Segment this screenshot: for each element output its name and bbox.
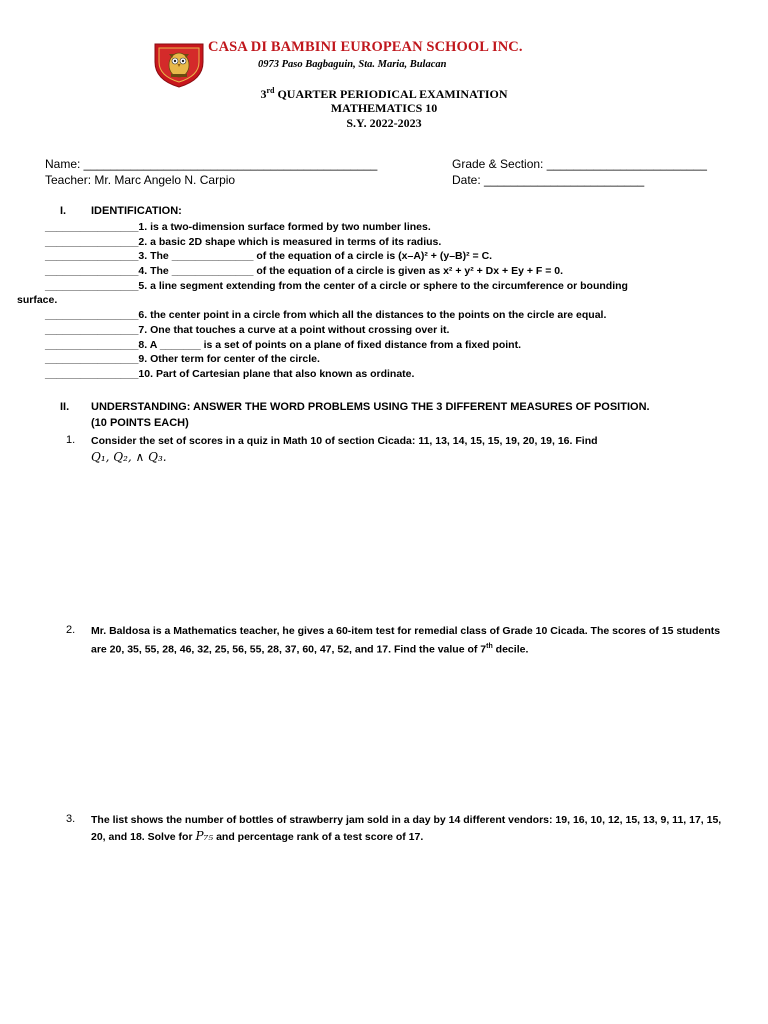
exam-title-text: QUARTER PERIODICAL EXAMINATION [274,87,508,101]
question-1-math: Q₁, Q₂, ∧ Q₃. [91,450,167,464]
identification-item[interactable]: ________________2. a basic 2D shape which is measured in terms of its radius. [45,236,442,248]
school-crest-owl-icon [152,42,206,88]
question-1-text [91,433,731,466]
identification-item[interactable]: ________________7. One that touches a curve at a point without crossing over it. [45,324,450,336]
question-2-text [91,623,731,658]
question-3-body: The list shows the number of bottles of strawberry jam sold in a day by 14 different vendors: 19, 16, 10, 12, 15, 13, 9, 11, 17, 15, 20, and 18. Solve for [91,814,722,843]
section1-number: I. [60,205,67,217]
question-1-body: Consider the set of scores in a quiz in Math 10 of section Cicada: 11, 13, 14, 15, 15, 19, 20, 19, 16. Find [91,435,598,447]
question-2-ordinal: th [486,643,493,650]
quarter-number: 3 [260,87,267,101]
identification-item[interactable]: ________________1. is a two-dimension surface formed by two number lines. [45,221,431,233]
quarter-suffix: rd [266,86,275,95]
identification-item[interactable]: ________________8. A _______ is a set of points on a plane of fixed distance from a fixed point. [45,339,522,351]
section1-title: IDENTIFICATION: [91,205,182,217]
question-3-text [91,812,731,845]
question-2-body: Mr. Baldosa is a Mathematics teacher, he gives a 60-item test for remedial class of Grade 10 Cicada. The scores of 15 students are 20, 35, 55, 28, 46, 32, 25, 56, 55, 28, 37, 60, 47, 52, and 17. Find the value of 7 [91,625,721,656]
section2-points: (10 POINTS EACH) [91,417,189,429]
school-year: S.Y. 2022-2023 [346,116,422,130]
teacher-field: Teacher: Mr. Marc Angelo N. Carpio [45,173,236,187]
question-3-end: and percentage rank of a test score of 17. [213,831,424,843]
identification-item-continuation: surface. [17,294,58,306]
identification-item[interactable]: ________________9. Other term for center of the circle. [45,353,320,365]
question-2-number: 2. [66,624,76,636]
school-name: CASA DI BAMBINI EUROPEAN SCHOOL INC. [208,39,523,55]
identification-item[interactable]: ________________5. a line segment extending from the center of a circle or sphere to the circumference or bounding [45,280,628,292]
date-field[interactable]: Date: ________________________ [452,173,645,187]
question-2-end: decile. [492,643,529,656]
question-3-math: P₇₅ [195,829,214,843]
identification-item[interactable]: ________________10. Part of Cartesian plane that also known as ordinate. [45,368,415,380]
section2-number: II. [60,401,70,413]
exam-title-quarter [0,86,768,102]
name-field[interactable]: Name: ____________________________________________ [45,157,378,171]
grade-section-field[interactable]: Grade & Section: ________________________ [452,157,707,171]
exam-subject: MATHEMATICS 10 [330,101,438,115]
identification-item[interactable]: ________________3. The ______________ of the equation of a circle is (x–A)² + (y–B)² = C. [45,250,493,262]
school-address: 0973 Paso Bagbaguin, Sta. Maria, Bulacan [258,59,447,70]
question-3-number: 3. [66,813,76,825]
question-1-number: 1. [66,434,76,446]
identification-item[interactable]: ________________4. The ______________ of the equation of a circle is given as x² + y² + Dx + Ey + F = 0. [45,265,564,277]
identification-item[interactable]: ________________6. the center point in a circle from which all the distances to the points on the circle are equal. [45,309,607,321]
section2-title: UNDERSTANDING: ANSWER THE WORD PROBLEMS USING THE 3 DIFFERENT MEASURES OF POSITION. [91,401,650,413]
